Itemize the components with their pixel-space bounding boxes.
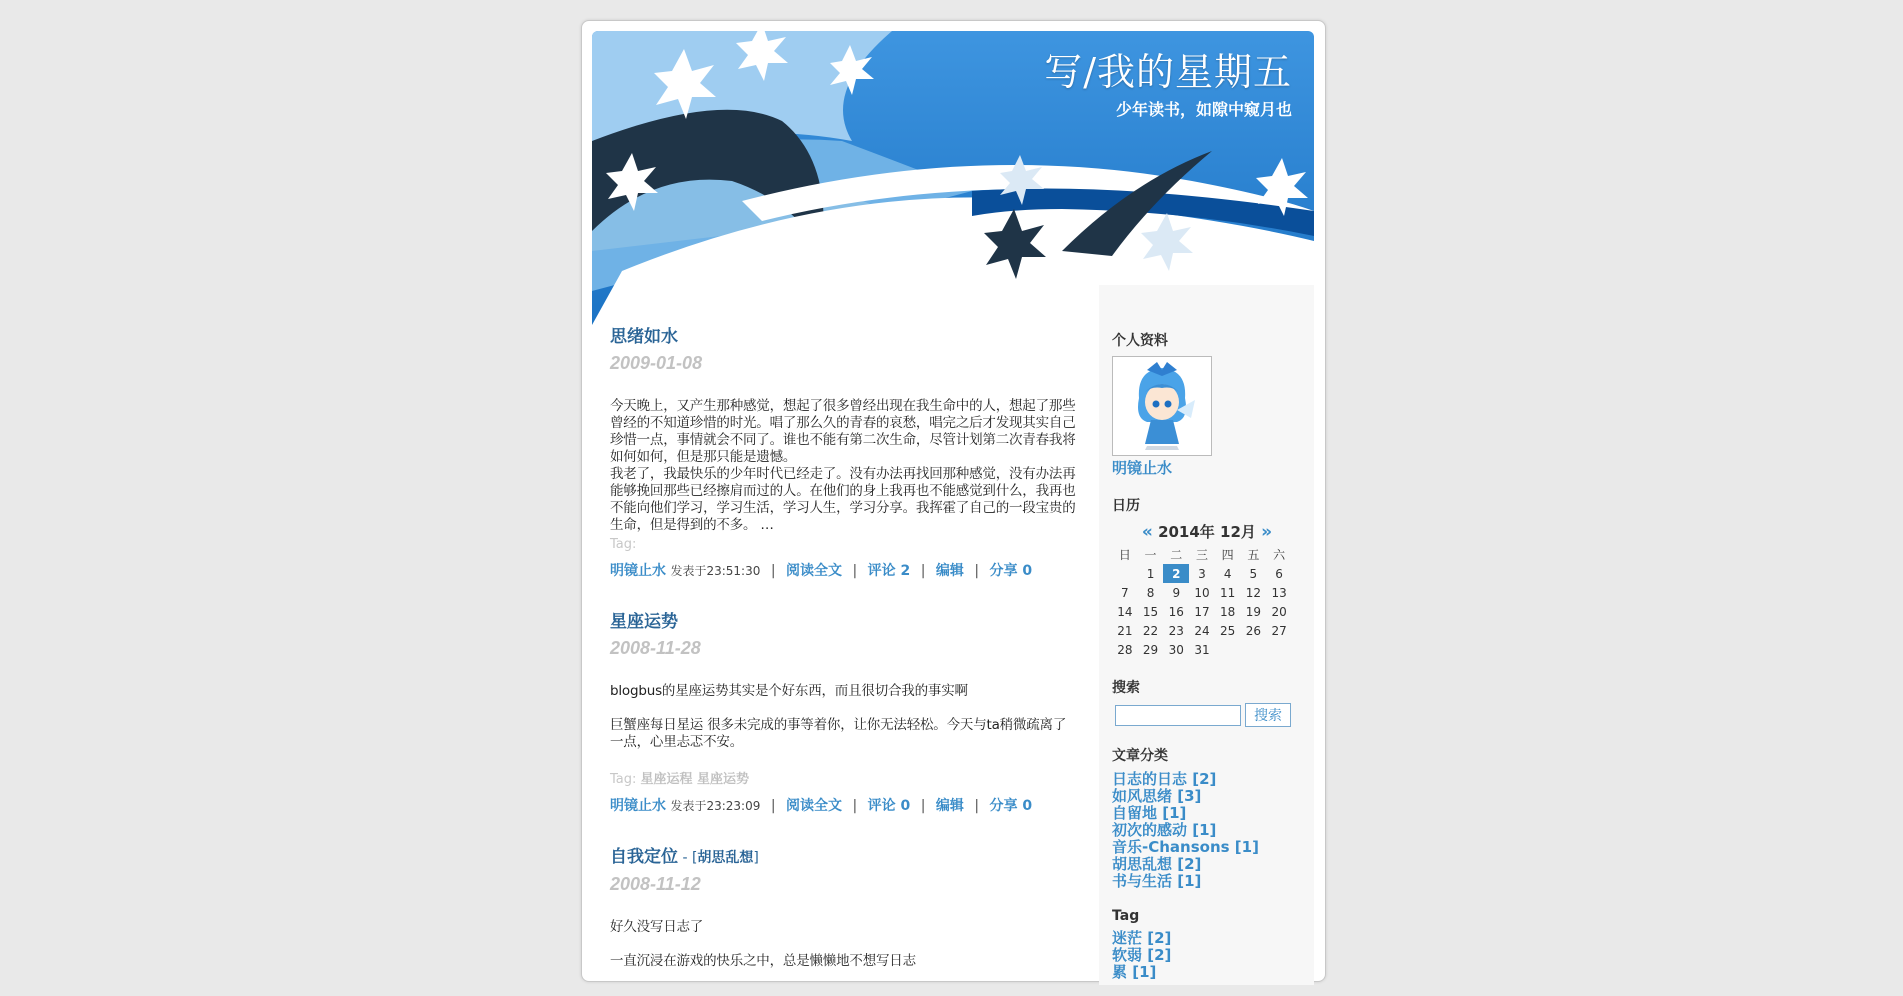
blog-title[interactable]: 写/我的星期五 [1044,50,1292,94]
post-tags [610,537,1078,552]
post-tags [610,768,1078,787]
search-title: 搜索 [1112,680,1140,696]
blog-subtitle: 少年读书，如隙中窥月也 [1115,100,1292,119]
search-row [1115,703,1302,727]
category-link[interactable]: 初次的感动 [1] [1112,821,1217,839]
edit-link[interactable]: 编辑 [935,798,964,814]
list-item [1112,839,1302,856]
calendar-day: 5 [1249,566,1258,581]
categories-title: 文章分类 [1112,748,1168,764]
calendar-day: 13 [1271,585,1287,600]
calendar-day: 29 [1142,642,1159,657]
post-entry [610,321,1078,580]
list-item [1112,805,1302,822]
list-item [1112,788,1302,805]
separator: | [770,563,776,579]
post-entry [610,841,1078,970]
calendar-day: 23 [1168,623,1184,638]
category-link[interactable]: 如风思绪 [3] [1112,787,1202,805]
weekday-label: 四 [1221,548,1234,562]
weekday-label: 六 [1273,548,1286,562]
blog-header [592,31,1314,325]
tags-label: Tag: [610,772,637,787]
read-more-link[interactable]: 阅读全文 [785,798,842,814]
tag-title: Tag [1112,908,1140,924]
calendar-day: 30 [1168,642,1184,657]
calendar-day: 17 [1194,604,1210,619]
separator: | [920,798,926,814]
weekday-label: 二 [1170,548,1183,562]
category-link[interactable]: 日志的日志 [2] [1112,770,1217,788]
post-meta [610,795,1078,815]
category-link[interactable]: 书与生活 [1] [1112,872,1202,890]
calendar-day: 19 [1245,604,1261,619]
sidebar [1099,285,1314,985]
weekday-label: 三 [1195,548,1208,562]
list-item [1112,873,1302,890]
page-container [581,20,1326,982]
post-entry [610,606,1078,815]
calendar-day: 9 [1172,585,1181,600]
tag-link[interactable]: 软弱 [2] [1112,946,1172,964]
calendar-title: 日历 [1112,498,1140,514]
search-block [1112,677,1302,727]
calendar-day [1215,640,1241,659]
weekday-label: 一 [1144,548,1157,562]
author-link[interactable]: 明镜止水 [610,798,666,814]
comments-link[interactable]: 评论 0 [867,798,911,814]
post-meta [610,560,1078,580]
calendar-table [1112,545,1292,659]
post-body [610,683,1078,751]
post-time: 发表于23:51:30 [670,564,761,578]
calendar-day: 11 [1220,585,1236,600]
calendar-day [1266,640,1292,659]
post-paragraph: 巨蟹座每日星运 很多未完成的事等着你，让你无法轻松。今天与ta稍微疏离了一点，心里忐忑不安。 [610,717,1067,750]
post-title-row [610,841,1078,870]
post-paragraph: blogbus的星座运势其实是个好东西，而且很切合我的事实啊 [610,683,968,699]
list-item [1112,822,1302,839]
calendar-day: 18 [1220,604,1236,619]
categories-block [1112,745,1302,890]
category-link[interactable]: 胡思乱想 [2] [1112,855,1202,873]
post-title[interactable]: 自我定位 [610,847,678,867]
calendar-day: 8 [1146,585,1155,600]
edit-link[interactable]: 编辑 [935,563,964,579]
separator: | [974,798,980,814]
category-suffix: ] [753,850,759,866]
share-link[interactable]: 分享 0 [989,563,1033,579]
calendar-week-row [1112,621,1292,640]
category-link[interactable]: 音乐-Chansons [1] [1112,838,1259,856]
tag-link[interactable]: 累 [1] [1112,963,1157,981]
list-item [1112,947,1302,964]
calendar-day: 25 [1220,623,1236,638]
post-date: 2009-01-08 [610,353,703,373]
category-prefix: - [ [678,850,698,866]
tag-link[interactable]: 迷茫 [2] [1112,929,1172,947]
calendar-prev-button[interactable]: « [1141,522,1153,542]
calendar-header [1112,521,1302,542]
calendar-day [1241,640,1267,659]
calendar-day: 1 [1146,566,1155,581]
calendar-day: 3 [1198,566,1206,581]
calendar-day: 28 [1117,642,1133,657]
calendar-day: 22 [1142,623,1159,638]
post-time: 发表于23:23:09 [670,799,761,813]
avatar[interactable] [1112,356,1212,456]
list-item [1112,771,1302,788]
post-date: 2008-11-12 [610,874,701,894]
post-body [610,919,1078,970]
main-content [610,321,1078,996]
calendar-day: 31 [1194,642,1210,657]
post-body [610,398,1078,534]
calendar-weekday-row [1112,545,1292,564]
calendar-day: 27 [1271,623,1287,638]
author-link[interactable]: 明镜止水 [610,563,666,579]
calendar-day: 14 [1117,604,1133,619]
post-paragraph: 一直沉浸在游戏的快乐之中，总是懒懒地不想写日志 [610,953,916,969]
calendar-day: 26 [1245,623,1261,638]
weekday-label: 日 [1118,548,1131,562]
search-input[interactable] [1115,705,1241,726]
tags-label: Tag: [610,537,637,552]
calendar-week-row [1112,640,1292,659]
post-paragraph: 好久没写日志了 [610,919,704,935]
comments-link[interactable]: 评论 2 [867,563,911,579]
post-paragraph: 今天晚上，又产生那种感觉，想起了很多曾经出现在我生命中的人，想起了那些曾经的不知道珍惜的时光。唱了那么久的青春的哀愁，唱完之后才发现其实自己珍惜一点，事情就会不同了。谁也不能有第二次生命，尽管计划第二次青春我将如何如何，但是那只能是遗憾。 我老了，我最快乐的少年时代已经走了。没有办法再找回那种感觉，没有办法再能够挽回那些已经擦肩而过的人。在他们的身上我再也不能感觉到什么，我再也不能向他们学习，学习生活，学习人生，学习分享。我挥霍了自己的一段宝贵的生命，但是得到的不多。 … [610,398,1076,533]
separator: | [852,798,858,814]
calendar-block [1112,495,1302,659]
tag-list [1112,930,1302,981]
calendar-week-row [1112,583,1292,602]
calendar-day: 20 [1271,604,1287,619]
category-list [1112,771,1302,890]
list-item [1112,964,1302,981]
calendar-day: 12 [1245,585,1261,600]
profile-name-link[interactable]: 明镜止水 [1112,459,1173,477]
calendar-month-label: 2014年 12月 [1158,523,1256,541]
calendar-day: 15 [1142,604,1159,619]
calendar-day: 21 [1117,623,1133,638]
tag-link[interactable]: 星座运程 星座运势 [640,772,750,787]
profile-block [1112,330,1302,477]
calendar-week-row [1112,602,1292,621]
weekday-label: 五 [1247,548,1260,562]
calendar-day: 10 [1194,585,1210,600]
calendar-day-today[interactable]: 2 [1163,564,1189,583]
post-date: 2008-11-28 [610,638,701,658]
list-item [1112,856,1302,873]
calendar-day [1112,564,1138,583]
tag-block [1112,908,1302,981]
calendar-day: 4 [1223,566,1232,581]
post-title[interactable]: 星座运势 [610,612,678,632]
separator: | [852,563,858,579]
read-more-link[interactable]: 阅读全文 [785,563,842,579]
calendar-day: 16 [1168,604,1184,619]
separator: | [974,563,980,579]
share-link[interactable]: 分享 0 [989,798,1033,814]
post-title[interactable]: 思绪如水 [610,327,678,347]
category-link[interactable]: 自留地 [1] [1112,804,1187,822]
calendar-day: 24 [1194,623,1210,638]
calendar-week-row [1112,564,1292,583]
list-item [1112,930,1302,947]
calendar-next-button[interactable]: » [1261,522,1273,542]
separator: | [770,798,776,814]
calendar-day: 7 [1121,585,1129,600]
calendar-day: 6 [1275,566,1283,581]
search-button[interactable]: 搜索 [1245,703,1291,727]
profile-title: 个人资料 [1112,333,1168,349]
post-category-link[interactable]: 胡思乱想 [697,850,754,866]
avatar-image [1117,360,1207,452]
separator: | [920,563,926,579]
